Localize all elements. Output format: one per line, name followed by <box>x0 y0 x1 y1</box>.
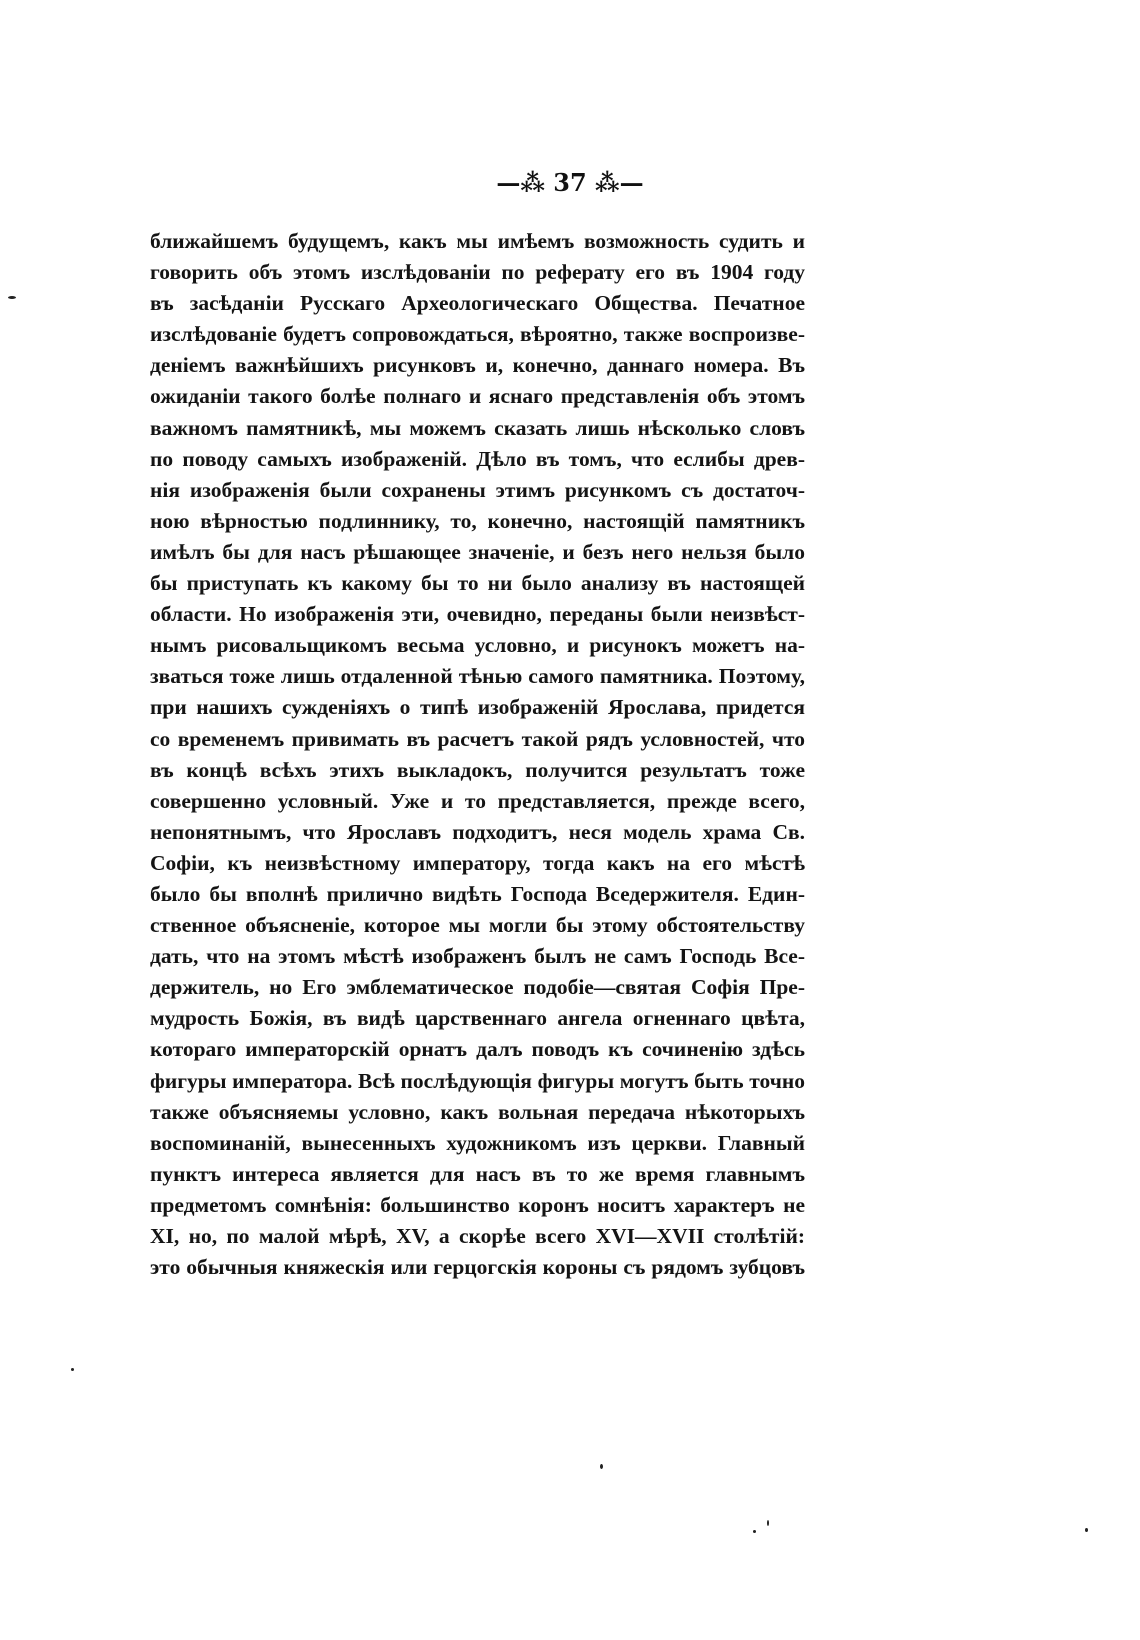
page-number <box>0 168 1140 197</box>
text-line: держитель, но Его эмблематическое подобіе—святая Софія Пре- <box>150 975 805 1000</box>
text-line: нымъ рисовальщикомъ весьма условно, и рисунокъ можетъ на- <box>150 633 805 658</box>
text-line: по поводу самыхъ изображеній. Дѣло въ томъ, что еслибы древ- <box>150 446 805 471</box>
text-line: мудрость Божія, въ видѣ царственнаго ангела огненнаго цвѣта, <box>150 1006 805 1031</box>
scan-speck <box>753 1530 756 1533</box>
text-line: ближайшемъ будущемъ, какъ мы имѣемъ возможность судить и <box>150 229 805 253</box>
text-line: области. Но изображенія эти, очевидно, переданы были неизвѣст- <box>150 602 805 627</box>
text-line: фигуры императора. Всѣ послѣдующія фигуры могутъ быть точно <box>150 1068 805 1093</box>
text-line: воспоминаній, вынесенныхъ художникомъ изъ церкви. Главный <box>150 1130 805 1155</box>
text-line: непонятнымъ, что Ярославъ подходитъ, неся модель храма Св. <box>150 819 805 844</box>
text-line: бы приступать къ какому бы то ни было анализу въ настоящей <box>150 571 805 596</box>
text-line: нія изображенія были сохранены этимъ рисункомъ съ достаточ- <box>150 477 805 502</box>
text-line: важномъ памятникѣ, мы можемъ сказать лишь нѣсколько словъ <box>150 415 805 440</box>
scan-speck <box>71 1368 74 1371</box>
scan-speck <box>1085 1528 1088 1532</box>
text-line: Софіи, къ неизвѣстному императору, тогда какъ на его мѣстѣ <box>150 850 805 875</box>
text-line: при нашихъ сужденіяхъ о типѣ изображеній Ярослава, придется <box>150 695 805 720</box>
text-line: предметомъ сомнѣнія: большинство коронъ носитъ характеръ не <box>150 1192 805 1217</box>
text-line: это обычныя княжескія или герцогскія короны съ рядомъ зубцовъ <box>150 1255 805 1280</box>
text-line: дать, что на этомъ мѣстѣ изображенъ былъ не самъ Господь Все- <box>150 944 805 969</box>
text-line: XI, но, по малой мѣрѣ, XV, а скорѣе всего XVI—XVII столѣтій: <box>150 1224 805 1248</box>
text-line: изслѣдованіе будетъ сопровождаться, вѣроятно, также воспроизве- <box>150 322 805 347</box>
text-line: имѣлъ бы для насъ рѣшающее значеніе, и безъ него нельзя было <box>150 539 805 564</box>
text-line: ожиданіи такого болѣе полнаго и яснаго представленія объ этомъ <box>150 384 805 409</box>
text-line: также объясняемы условно, какъ вольная передача нѣкоторыхъ <box>150 1099 805 1124</box>
text-line: котораго императорскій орнатъ далъ поводъ къ сочиненію здѣсь <box>150 1037 805 1062</box>
scan-speck <box>600 1464 603 1469</box>
body-text <box>150 226 805 1283</box>
text-line: зваться тоже лишь отдаленной тѣнью самого памятника. Поэтому, <box>150 664 805 689</box>
text-line: въ засѣданіи Русскаго Археологическаго Общества. Печатное <box>150 291 805 316</box>
text-line: было бы вполнѣ прилично видѣть Господа Вседержителя. Един- <box>150 881 805 906</box>
text-line: пунктъ интереса является для насъ въ то же время главнымъ <box>150 1161 805 1186</box>
text-line: деніемъ важнѣйшихъ рисунковъ и, конечно, даннаго номера. Въ <box>150 353 805 378</box>
text-line: въ концѣ всѣхъ этихъ выкладокъ, получится результатъ тоже <box>150 757 805 782</box>
scan-speck <box>8 296 16 299</box>
text-line: совершенно условный. Уже и то представляется, прежде всего, <box>150 788 805 813</box>
text-line: говорить объ этомъ изслѣдованіи по реферату его въ 1904 году <box>150 260 805 285</box>
page-number-text: —⁂ 37 ⁂— <box>496 168 644 197</box>
scan-speck <box>767 1520 769 1526</box>
text-line: ственное объясненіе, которое мы могли бы этому обстоятельству <box>150 913 805 938</box>
text-line: ною вѣрностью подлиннику, то, конечно, настоящій памятникъ <box>150 508 805 533</box>
text-line: со временемъ привимать въ расчетъ такой рядъ условностей, что <box>150 726 805 751</box>
